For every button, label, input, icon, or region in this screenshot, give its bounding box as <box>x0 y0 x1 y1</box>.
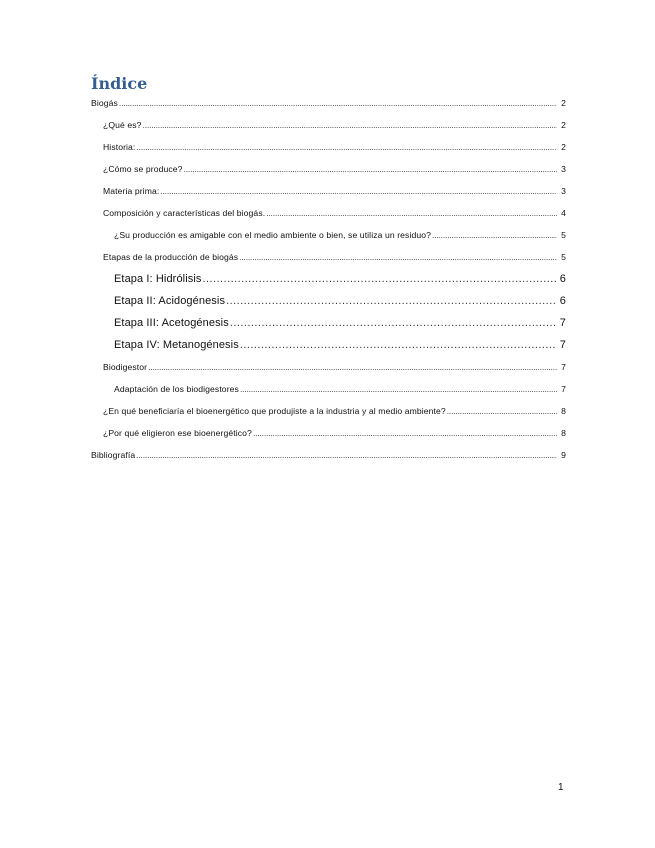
toc-entry-label: Biogás <box>91 98 118 108</box>
toc-leader-dots <box>184 161 557 177</box>
toc-entry-label: Bibliografía <box>91 450 136 460</box>
toc-entry-page: 7 <box>561 362 566 372</box>
toc-entry-page: 2 <box>561 142 566 152</box>
toc-entry[interactable] <box>91 117 566 139</box>
toc-leader-dots <box>253 425 557 441</box>
toc-entry-label: Adaptación de los biodigestores <box>114 384 239 394</box>
toc-entry-page: 3 <box>561 164 566 174</box>
toc-entry-page: 6 <box>559 295 566 307</box>
toc-entry[interactable] <box>91 95 566 117</box>
toc-entry-label: ¿Su producción es amigable con el medio ambiente o bien, se utiliza un residuo? <box>114 230 431 240</box>
table-of-contents <box>91 95 566 469</box>
toc-leader-dots <box>432 227 557 243</box>
toc-leader-dots <box>447 403 557 419</box>
toc-entry-label: Etapa I: Hidrólisis <box>114 273 202 285</box>
toc-leader-dots <box>203 271 558 287</box>
toc-leader-dots <box>240 337 557 353</box>
toc-leader-dots <box>239 249 557 265</box>
toc-entry[interactable] <box>91 381 566 403</box>
toc-entry[interactable] <box>91 183 566 205</box>
toc-entry-label: Historia: <box>103 142 136 152</box>
toc-entry[interactable] <box>91 337 566 359</box>
toc-entry[interactable] <box>91 425 566 447</box>
toc-entry[interactable] <box>91 205 566 227</box>
toc-entry[interactable] <box>91 139 566 161</box>
toc-entry-label: Biodigestor <box>103 362 148 372</box>
toc-entry-label: Etapa III: Acetogénesis <box>114 317 229 329</box>
toc-entry[interactable] <box>91 447 566 469</box>
toc-entry[interactable] <box>91 315 566 337</box>
toc-entry[interactable] <box>91 249 566 271</box>
toc-leader-dots <box>160 183 557 199</box>
toc-entry-label: Etapa IV: Metanogénesis <box>114 339 239 351</box>
toc-leader-dots <box>119 95 557 111</box>
toc-entry-page: 2 <box>561 98 566 108</box>
toc-entry-label: ¿Qué es? <box>103 120 142 130</box>
toc-entry-page: 8 <box>561 428 566 438</box>
toc-entry-label: ¿En qué beneficiaría el bioenergético que produjiste a la industria y al medio ambiente? <box>103 406 446 416</box>
toc-leader-dots <box>143 117 557 133</box>
toc-entry-page: 7 <box>559 339 566 351</box>
toc-entry-label: Composición y características del biogás. <box>103 208 266 218</box>
toc-leader-dots <box>230 315 557 331</box>
toc-entry-label: Etapas de la producción de biogás <box>103 252 239 262</box>
toc-leader-dots <box>266 205 557 221</box>
toc-entry[interactable] <box>91 161 566 183</box>
toc-entry-page: 9 <box>561 450 566 460</box>
toc-leader-dots <box>226 293 557 309</box>
toc-entry-page: 6 <box>559 273 566 285</box>
toc-entry[interactable] <box>91 293 566 315</box>
toc-entry-label: ¿Cómo se produce? <box>103 164 183 174</box>
toc-entry-page: 4 <box>561 208 566 218</box>
toc-entry-page: 7 <box>559 317 566 329</box>
toc-entry[interactable] <box>91 359 566 381</box>
toc-entry[interactable] <box>91 227 566 249</box>
toc-leader-dots <box>136 447 557 463</box>
toc-leader-dots <box>136 139 557 155</box>
toc-entry-label: Etapa II: Acidogénesis <box>114 295 226 307</box>
toc-entry-label: ¿Por qué eligieron ese bioenergético? <box>103 428 252 438</box>
toc-entry-page: 3 <box>561 186 566 196</box>
toc-entry-page: 5 <box>561 252 566 262</box>
toc-title: Índice <box>91 74 148 93</box>
toc-leader-dots <box>240 381 557 397</box>
toc-entry-label: Materia prima: <box>103 186 160 196</box>
toc-entry-page: 8 <box>561 406 566 416</box>
toc-entry[interactable] <box>91 271 566 293</box>
toc-entry-page: 2 <box>561 120 566 130</box>
toc-entry-page: 7 <box>561 384 566 394</box>
page-number: 1 <box>558 782 564 793</box>
toc-leader-dots <box>148 359 557 375</box>
toc-entry[interactable] <box>91 403 566 425</box>
toc-entry-page: 5 <box>561 230 566 240</box>
